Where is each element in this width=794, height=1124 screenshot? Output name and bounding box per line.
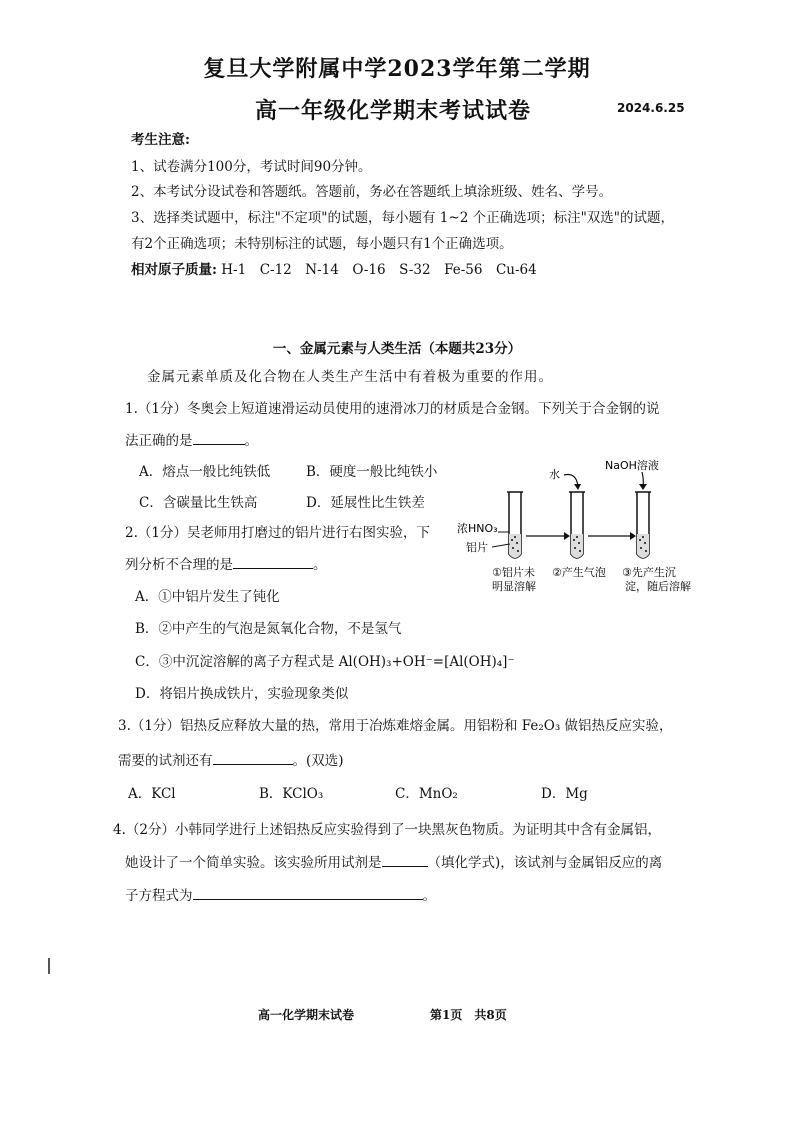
q2-option-d: D．将铝片换成铁片，实验现象类似	[135, 686, 349, 702]
q1-answer-blank[interactable]	[193, 430, 245, 445]
q3-answer-blank[interactable]	[213, 750, 293, 765]
label-conc-hno3: 浓HNO₃	[457, 522, 498, 535]
caption-3a: ③先产生沉	[622, 566, 676, 579]
notice-item-1: 1、试卷满分100分，考试时间90分钟。	[131, 159, 372, 175]
q4-stem-mid: 她设计了一个简单实验。该实验所用试剂是	[125, 855, 382, 871]
footer-page-number: 第1页 共8页	[430, 1008, 507, 1022]
page-title: 复旦大学附属中学2023学年第二学期	[203, 56, 591, 82]
label-al-sheet: 铝片	[466, 541, 488, 554]
q2-line2	[125, 553, 327, 573]
q1-line2	[125, 429, 258, 449]
q3-option-b: B．KClO₃	[259, 786, 324, 802]
arrow-right-icon	[564, 532, 570, 540]
q3-option-d: D．Mg	[541, 786, 588, 802]
q4-line2	[125, 851, 662, 871]
q4-stem-tail: （填化学式)，该试剂与金属铝反应的离	[427, 855, 663, 871]
section-title: 一、金属元素与人类生活（本题共23分）	[272, 341, 522, 357]
footer-exam-name: 高一化学期末试卷	[258, 1008, 355, 1022]
q2-answer-blank[interactable]	[233, 554, 313, 569]
exam-date: 2024.6.25	[617, 101, 685, 115]
notice-heading: 考生注意:	[131, 132, 190, 148]
margin-mark	[48, 958, 50, 974]
arrow-down-icon	[574, 484, 581, 490]
notice-item-3: 3、选择类试题中，标注"不定项"的试题，每小题有 1~2 个正确选项；标注"双选"的试题，	[131, 210, 674, 226]
caption-3b: 淀，随后溶解	[625, 580, 691, 593]
q2-option-c: C．③中沉淀溶解的离子方程式是 Al(OH)₃+OH⁻=[Al(OH)₄]⁻	[135, 654, 515, 670]
section-intro: 金属元素单质及化合物在人类生产生活中有着极为重要的作用。	[147, 369, 553, 385]
label-water: 水	[549, 468, 560, 481]
q4-stem-end: 子方程式为	[125, 888, 193, 904]
q1-option-c: C．含碳量比生铁高	[139, 495, 258, 511]
test-tube-3	[635, 492, 651, 558]
q1-option-d: D．延展性比生铁差	[306, 495, 425, 511]
q3-stem-end: 需要的试剂还有	[118, 753, 213, 769]
q4-equation-blank[interactable]	[193, 885, 423, 900]
q3-line2	[118, 749, 344, 769]
exam-subtitle: 高一年级化学期末考试试卷	[255, 98, 532, 124]
q4-line3	[125, 884, 436, 904]
q3-note: 。(双选)	[292, 753, 344, 769]
q1-period: 。	[244, 433, 258, 449]
notice-item-3-cont: 有2个正确选项；未特别标注的试题，每小题只有1个正确选项。	[131, 236, 513, 252]
q1-stem-end: 法正确的是	[125, 433, 193, 449]
caption-1b: 明显溶解	[492, 580, 536, 593]
test-tube-2	[569, 492, 585, 558]
q2-stem-end: 列分析不合理的是	[125, 557, 233, 573]
label-naoh: NaOH溶液	[605, 459, 659, 472]
test-tube-1	[507, 492, 523, 558]
q2-line1: 2.（1分）吴老师用打磨过的铝片进行右图实验，下	[125, 525, 430, 541]
q4-period: 。	[422, 888, 436, 904]
atomic-mass-label: 相对原子质量:	[131, 262, 217, 278]
q2-option-a: A．①中铝片发生了钝化	[135, 589, 280, 605]
q1-option-b: B．硬度一般比纯铁小	[306, 464, 438, 480]
q2-option-b: B．②中产生的气泡是氮氧化合物，不是氢气	[135, 621, 402, 637]
q2-period: 。	[313, 557, 327, 573]
atomic-mass-values: H-1 C-12 N-14 O-16 S-32 Fe-56 Cu-64	[221, 262, 537, 278]
arrow-down-icon	[639, 484, 647, 490]
notice-item-2: 2、本考试分设试卷和答题纸。答题前，务必在答题纸上填涂班级、姓名、学号。	[131, 184, 613, 200]
q4-reagent-blank[interactable]	[382, 852, 428, 867]
q3-option-a: A．KCl	[128, 786, 176, 802]
q1-line1: 1.（1分）冬奥会上短道速滑运动员使用的速滑冰刀的材质是合金钢。下列关于合金钢的说	[125, 401, 660, 417]
q3-line1: 3.（1分）铝热反应释放大量的热，常用于冶炼难熔金属。用铝粉和 Fe₂O₃ 做铝热反应实验，	[118, 718, 673, 734]
atomic-mass-row	[131, 258, 537, 278]
q1-option-a: A．熔点一般比纯铁低	[139, 464, 271, 480]
q4-line1: 4.（2分）小韩同学进行上述铝热反应实验得到了一块黑灰色物质。为证明其中含有金属铝，	[113, 822, 661, 838]
experiment-figure	[452, 452, 702, 597]
arrow-right-icon	[630, 532, 636, 540]
q3-option-c: C．MnO₂	[395, 786, 458, 802]
caption-2: ②产生气泡	[552, 566, 606, 579]
caption-1a: ①铝片未	[492, 566, 535, 579]
